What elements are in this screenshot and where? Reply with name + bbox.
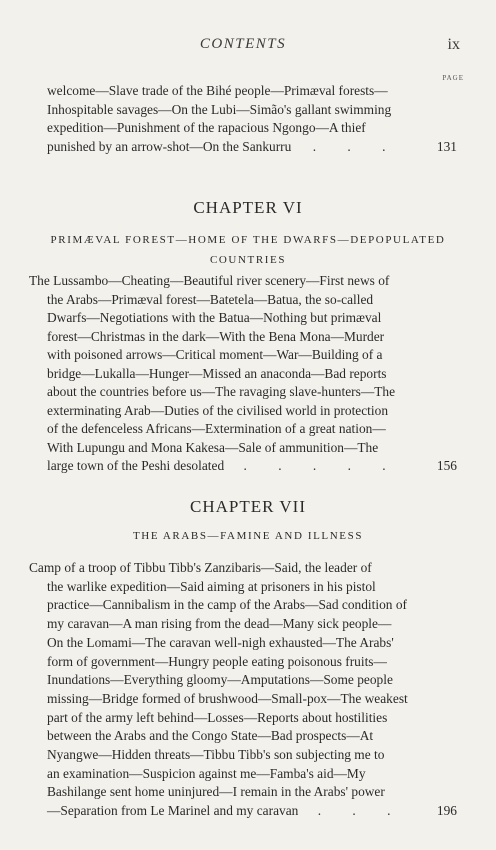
toc-line: With Lupungu and Mona Kakesa—Sale of ammunition—The [47,439,379,455]
chapter-subtitle-line: PRIMÆVAL FOREST—HOME OF THE DWARFS—DEPOPULATED [50,234,446,246]
running-head [0,36,496,56]
toc-page-number: 196 [436,803,457,819]
toc-line: On the Lomami—The caravan well-nigh exhausted—The Arabs' [47,634,394,650]
chapter-subtitle-line: COUNTRIES [209,254,287,266]
toc-line: Inhospitable savages—On the Lubi—Simão's gallant swimming [47,101,392,117]
toc-line: Dwarfs—Negotiations with the Batua—Nothing but primæval [47,310,382,325]
toc-line: about the countries before us—The ravaging slave-hunters—The [47,384,396,399]
toc-line: part of the army left behind—Losses—Reports about hostilities [47,709,388,725]
chapter-subtitle [0,526,496,546]
leader-dots: . . . . . [243,458,400,473]
toc-line: form of government—Hungry people eating poisonous fruits— [47,653,387,669]
page-folio: ix [447,36,460,53]
toc-line: large town of the Peshi desolated [47,458,225,473]
toc-line: The Lussambo—Cheating—Beautiful river scenery—First news of [29,273,390,288]
toc-page-number: 131 [436,138,457,154]
toc-line: bridge—Lukalla—Hunger—Missed an anaconda—Bad reports [47,365,387,381]
toc-line: expedition—Punishment of the rapacious Ngongo—A thief [47,120,366,135]
toc-line: Bashilange sent home uninjured—I remain in the Arabs' power [47,784,385,800]
chapter-7-synopsis [29,559,457,821]
toc-entry-last-line [47,138,457,157]
chapter-5-continuation [47,82,457,156]
toc-line: the Arabs—Primæval forest—Batetela—Batua, the so-called [47,291,374,307]
toc-line: —Separation from Le Marinel and my caravan [47,803,299,819]
toc-line: the warlike expedition—Said aiming at prisoners in his pistol [47,578,376,594]
toc-line: Inundations—Everything gloomy—Amputations—Some people [47,672,393,688]
chapter-heading: CHAPTER VII [190,497,306,516]
toc-line: of the defenceless Africans—Extermination of a great nation— [47,421,386,436]
toc-line: practice—Cannibalism in the camp of the Arabs—Sad condition of [47,597,407,613]
toc-line: punished by an arrow-shot—On the Sankurru [47,138,292,154]
toc-line: missing—Bridge formed of brushwood—Small-pox—The weakest [47,690,408,706]
toc-entry-last-line [29,802,457,821]
toc-line: an examination—Suspicion against me—Famba's aid—My [47,765,366,781]
toc-entry-last-line [29,457,457,476]
toc-line: my caravan—A man rising from the dead—Many sick people— [47,616,392,632]
toc-line: welcome—Slave trade of the Bihé people—Primæval forests— [47,83,388,98]
chapter-subtitle [0,230,496,270]
toc-line: between the Arabs and the Congo State—Bad prospects—At [47,728,374,744]
toc-line: forest—Christmas in the dark—With the Bena Mona—Murder [47,328,385,344]
toc-line: with poisoned arrows—Critical moment—War—Building of a [47,347,383,362]
toc-line: exterminating Arab—Duties of the civilised world in protection [47,402,389,418]
running-title: CONTENTS [199,36,287,52]
toc-page-number: 156 [436,458,457,473]
chapter-6-synopsis [29,272,457,476]
chapter-heading: CHAPTER VI [193,198,303,217]
toc-line: Nyangwe—Hidden threats—Tibbu Tibb's son subjecting me to [47,747,385,763]
toc-line: Camp of a troop of Tibbu Tibb's Zanzibaris—Said, the leader of [29,560,372,575]
leader-dots: . . . [317,803,405,819]
page-column-label: PAGE [442,74,464,82]
chapter-subtitle-line: THE ARABS—FAMINE AND ILLNESS [132,530,364,542]
leader-dots: . . . [312,138,400,154]
